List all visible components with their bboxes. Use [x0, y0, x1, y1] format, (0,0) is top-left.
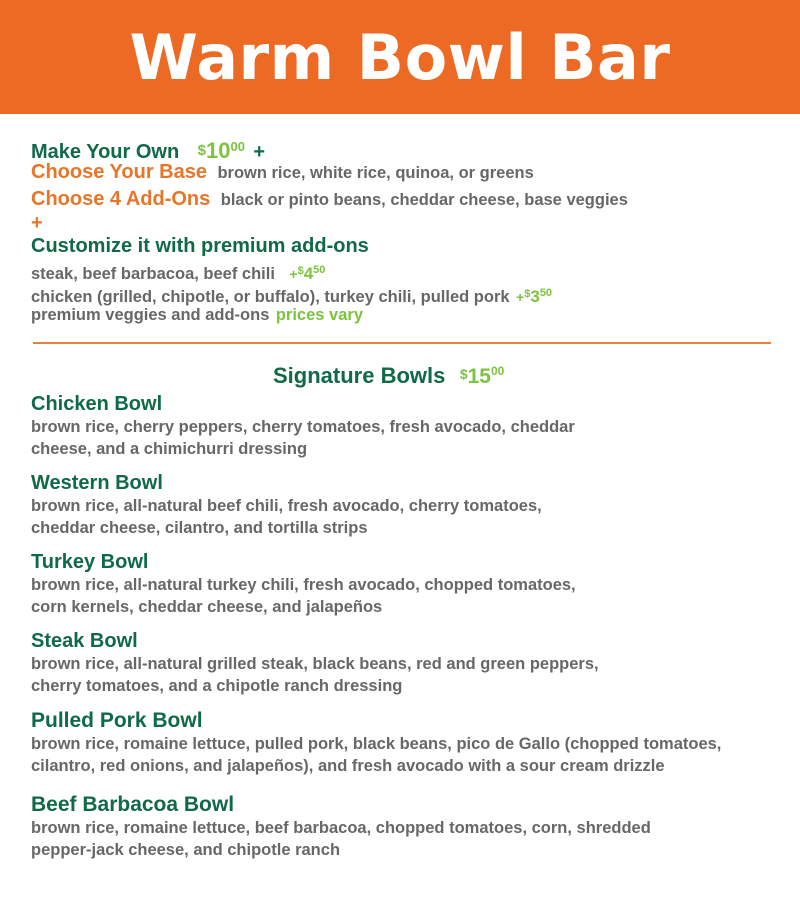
- premium-line-2-text: chicken (grilled, chipotle, or buffalo), turkey chili, pulled pork: [31, 288, 510, 306]
- bowl-item: [31, 709, 721, 777]
- bowl-description-line-2: pepper-jack cheese, and chipotle ranch: [31, 841, 341, 859]
- bowl-description-line-2: cheddar cheese, cilantro, and tortilla strips: [31, 519, 368, 537]
- choose-base-row: [31, 160, 534, 186]
- choose-addons-row: [31, 187, 628, 213]
- section-divider: [33, 342, 771, 344]
- bowl-name: Turkey Bowl: [31, 551, 149, 573]
- signature-bowls-heading: [273, 358, 504, 392]
- bowl-item: [31, 471, 542, 539]
- bowl-item: [31, 392, 575, 460]
- bowl-name: Chicken Bowl: [31, 393, 163, 415]
- signature-bowls-title: Signature Bowls: [273, 363, 446, 388]
- bowl-item: [31, 629, 599, 697]
- premium-line-3-text: premium veggies and add-ons: [31, 306, 270, 324]
- premium-line-1-price: 4: [303, 264, 314, 283]
- choose-base-options: brown rice, white rice, quinoa, or greens: [217, 164, 534, 182]
- premium-line-2-plus: +: [516, 289, 525, 305]
- bowl-description-line-1: brown rice, all-natural turkey chili, fresh avocado, chopped tomatoes,: [31, 576, 576, 594]
- premium-addons-title: Customize it with premium add-ons: [31, 235, 369, 257]
- premium-line-3-price: prices vary: [275, 306, 363, 324]
- make-your-own-title: Make Your Own: [31, 141, 180, 163]
- premium-line-2-price: 3: [530, 287, 540, 306]
- bowl-description-line-1: brown rice, cherry peppers, cherry tomatoes, fresh avocado, cheddar: [31, 418, 575, 436]
- make-your-own-plus: +: [253, 141, 266, 163]
- bowl-name: Steak Bowl: [31, 630, 138, 652]
- premium-line-3: [31, 304, 363, 327]
- make-your-own-price-currency: $: [197, 142, 206, 159]
- bowl-description-line-2: cilantro, red onions, and jalapeños), and fresh avocado with a sour cream drizzle: [31, 757, 665, 775]
- signature-price-currency: $: [459, 366, 468, 382]
- premium-line-1-currency: $: [297, 265, 304, 277]
- bowl-item: [31, 550, 576, 618]
- signature-price-main: 15: [467, 365, 491, 388]
- bowl-description-line-2: corn kernels, cheddar cheese, and jalapeños: [31, 598, 383, 616]
- premium-line-1-plus: +: [289, 266, 298, 282]
- premium-line-1-text: steak, beef barbacoa, beef chili: [31, 265, 275, 283]
- bowl-description-line-1: brown rice, all-natural grilled steak, black beans, red and green peppers,: [31, 655, 599, 673]
- addons-plus: +: [31, 212, 43, 234]
- bowl-name: Western Bowl: [31, 472, 163, 494]
- bowl-description-line-2: cheese, and a chimichurri dressing: [31, 440, 308, 458]
- bowl-description-line-1: brown rice, all-natural beef chili, fresh avocado, cherry tomatoes,: [31, 497, 542, 515]
- bowl-description-line-1: brown rice, romaine lettuce, pulled pork, black beans, pico de Gallo (chopped tomatoes,: [31, 735, 722, 753]
- choose-base-label: Choose Your Base: [31, 161, 207, 183]
- page-title: Warm Bowl Bar: [129, 20, 671, 94]
- premium-line-2-cents: 50: [539, 287, 553, 299]
- header-banner: [0, 0, 800, 114]
- bowl-name: Pulled Pork Bowl: [31, 709, 203, 732]
- signature-price-cents: 00: [490, 364, 505, 378]
- bowl-name: Beef Barbacoa Bowl: [31, 793, 235, 816]
- premium-line-1-cents: 50: [313, 264, 326, 276]
- choose-addons-options: black or pinto beans, cheddar cheese, base veggies: [220, 191, 628, 209]
- bowl-description-line-1: brown rice, romaine lettuce, beef barbacoa, chopped tomatoes, corn, shredded: [31, 819, 651, 837]
- make-your-own-price-main: 10: [205, 138, 231, 163]
- make-your-own-price-cents: 00: [230, 139, 245, 154]
- premium-line-2-currency: $: [524, 288, 531, 300]
- choose-addons-label: Choose 4 Add-Ons: [31, 188, 211, 210]
- bowl-description-line-2: cherry tomatoes, and a chipotle ranch dressing: [31, 677, 403, 695]
- bowl-item: [31, 793, 651, 861]
